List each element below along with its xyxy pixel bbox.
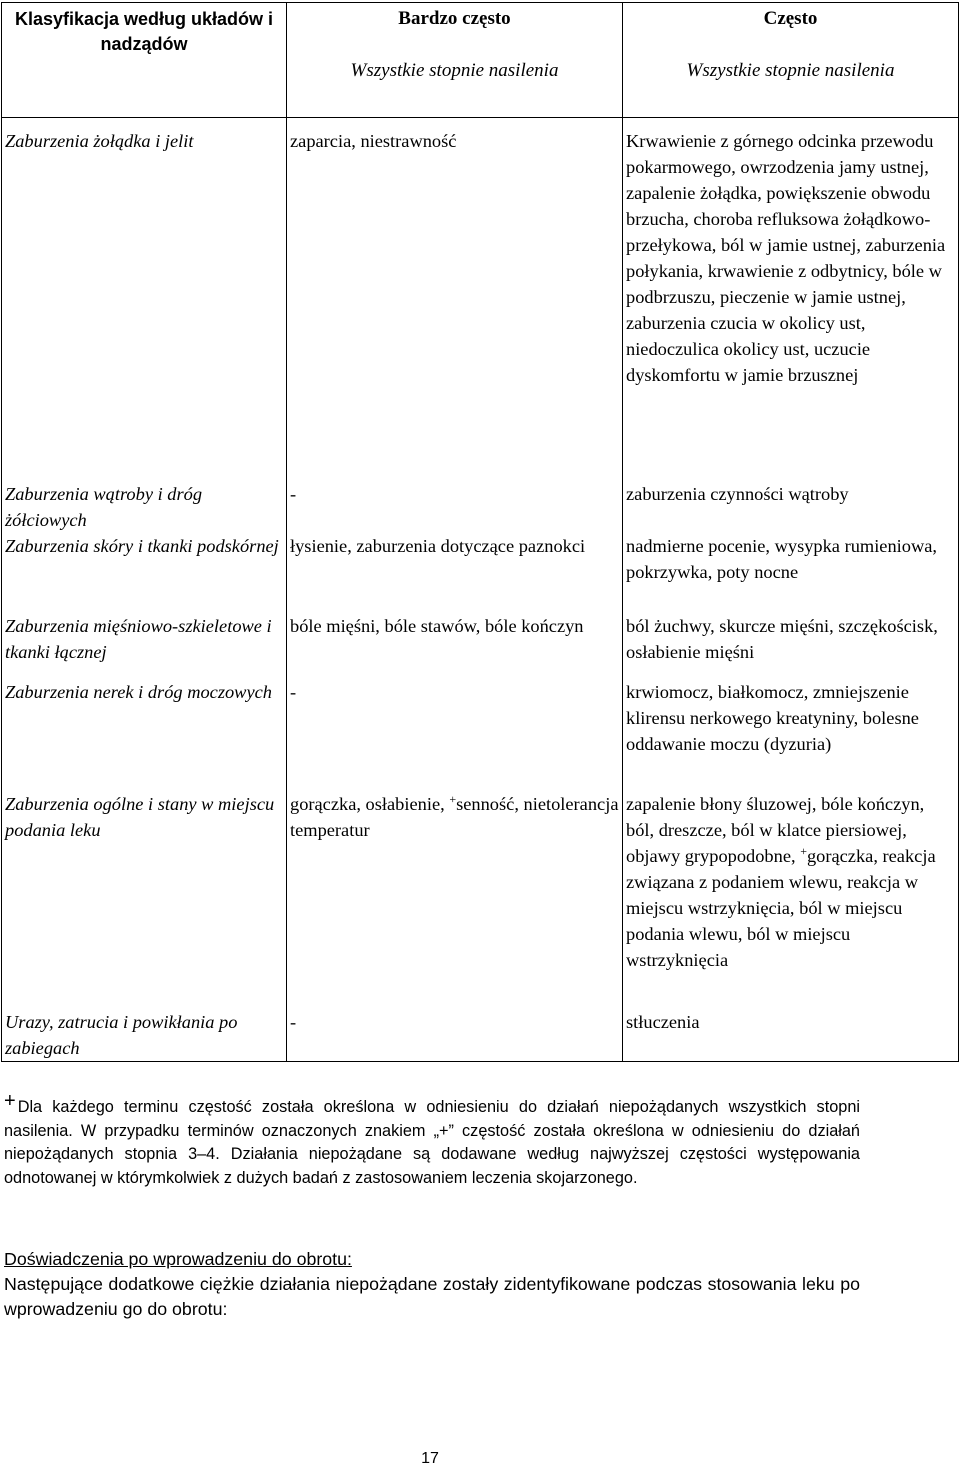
soc-cell: Zaburzenia żołądka i jelit [2, 118, 287, 482]
table-row [2, 118, 959, 482]
footnote-marker: + [4, 1090, 16, 1112]
common-text-b: gorączka, reakcja związana z podaniem wlewu, reakcja w miejscu wstrzyknięcia, ból w miejscu podania wlewu, ból w miejscu wstrzyknięcia [626, 846, 936, 970]
table-row [2, 533, 959, 613]
soc-cell: Zaburzenia skóry i tkanki podskórnej [2, 533, 287, 613]
header-very-common [287, 3, 623, 118]
table-row [2, 791, 959, 1009]
very-common-cell: bóle mięśni, bóle stawów, bóle kończyn [290, 616, 584, 636]
common-cell: nadmierne pocenie, wysypka rumieniowa, pokrzywka, poty nocne [623, 533, 959, 613]
very-common-text-a: gorączka, osłabienie, [290, 794, 450, 814]
soc-cell: Zaburzenia wątroby i dróg żółciowych [2, 481, 287, 533]
soc-cell: Urazy, zatrucia i powikłania po zabiegach [2, 1009, 287, 1062]
common-cell [623, 791, 959, 1009]
footnote [4, 1090, 860, 1190]
common-text-a: zapalenie błony śluzowej, bóle kończyn, ból, dreszcze, ból w klatce piersiowej, objawy grypopodobne, [626, 794, 925, 866]
common-cell: ból żuchwy, skurcze mięśni, szczękościsk, osłabienie mięśni [623, 613, 959, 679]
soc-cell: Zaburzenia ogólne i stany w miejscu podania leku [2, 791, 287, 1009]
table-row [2, 679, 959, 791]
very-common-text-b: senność, nietolerancja temperatur [290, 794, 619, 840]
very-common-cell: - [290, 484, 297, 504]
plus-marker: + [800, 843, 807, 858]
table-row [2, 481, 959, 533]
very-common-cell: łysienie, zaburzenia dotyczące paznokci [290, 536, 586, 556]
page-number: 17 [421, 1450, 439, 1467]
very-common-cell: - [287, 1009, 623, 1062]
table-row [2, 613, 959, 679]
very-common-cell: zaparcia, niestrawność [290, 131, 457, 151]
common-cell: Krwawienie z górnego odcinka przewodu pokarmowego, owrzodzenia jamy ustnej, zapalenie żołądka, powiększenie obwodu brzucha, choroba refluksowa żołądkowo-przełykowa, ból w jamie ustnej, zaburzenia połykania, krwawienie z odbytnicy, bóle w podbrzuszu, pieczenie w jamie ustnej, zaburzenia czucia w okolicy ust, niedoczulica okolicy ust, uczucie dyskomfortu w jamie brzusznej [623, 118, 959, 482]
post-marketing-heading: Doświadczenia po wprowadzeniu do obrotu: [4, 1249, 352, 1269]
header-common-subtitle: Wszystkie stopnie nasilenia [686, 60, 895, 81]
adverse-reactions-table [1, 2, 959, 1062]
header-very-common-subtitle: Wszystkie stopnie nasilenia [350, 60, 559, 81]
post-marketing-section [4, 1247, 860, 1322]
very-common-cell: - [290, 682, 297, 702]
table-row [2, 1009, 959, 1062]
header-classification: Klasyfikacja według układów i nadządów [2, 3, 287, 118]
common-cell: krwiomocz, białkomocz, zmniejszenie klirensu nerkowego kreatyniny, bolesne oddawanie moczu (dyzuria) [623, 679, 959, 791]
footnote-text: Dla każdego terminu częstość została określona w odniesieniu do działań niepożądanych wszystkich stopni nasilenia. W przypadku terminów oznaczonych znakiem „+” częstość została określona w odniesieniu do działań niepożądanych stopnia 3–4. Działania niepożądane są dodawane według najwyższej częstości występowania odnotowanej w którymkolwiek z dużych badań z zastosowaniem leczenia skojarzonego. [4, 1098, 860, 1187]
plus-marker: + [449, 791, 457, 806]
soc-cell: Zaburzenia mięśniowo-szkieletowe i tkanki łącznej [2, 613, 287, 679]
common-cell: stłuczenia [623, 1009, 959, 1062]
post-marketing-text: Następujące dodatkowe ciężkie działania niepożądane zostały zidentyfikowane podczas stosowania leku po wprowadzeniu go do obrotu: [4, 1274, 860, 1319]
table-header-row [2, 3, 959, 118]
header-common-title: Często [763, 8, 818, 29]
header-very-common-title: Bardzo często [398, 8, 511, 29]
soc-cell: Zaburzenia nerek i dróg moczowych [2, 679, 287, 791]
header-common [623, 3, 959, 118]
common-cell: zaburzenia czynności wątroby [623, 481, 959, 533]
very-common-cell [287, 791, 623, 1009]
